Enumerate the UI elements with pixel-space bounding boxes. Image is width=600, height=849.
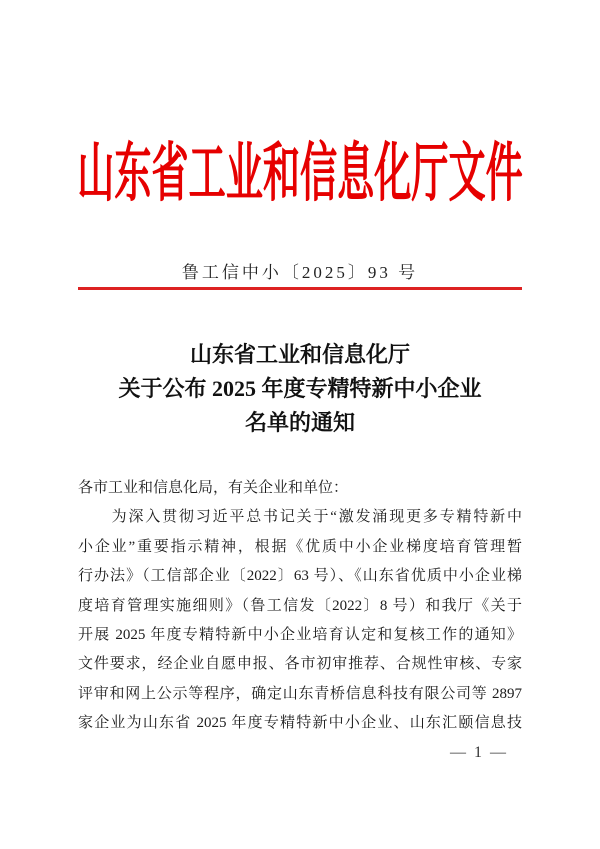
title-line-1: 山东省工业和信息化厅 xyxy=(189,342,410,367)
body-line-4: 度培育管理实施细则》（鲁工信发〔2022〕8 号）和我厅《关于 xyxy=(78,597,522,614)
body-line-2: 小企业”重要指示精神，根据《优质中小企业梯度培育管理暂 xyxy=(78,538,522,555)
body-line-1: 为深入贯彻习近平总书记关于“激发涌现更多专精特新中 xyxy=(78,509,522,526)
body-line-7: 评审和网上公示等程序，确定山东青桥信息科技有限公司等 2897 xyxy=(78,685,522,702)
document-reference-number: 鲁工信中小〔2025〕93 号 xyxy=(181,263,419,282)
body-line-8: 家企业为山东省 2025 年度专精特新中小企业、山东汇颐信息技 xyxy=(78,715,522,732)
body-line-3: 行办法》（工信部企业〔2022〕63 号）、《山东省优质中小企业梯 xyxy=(78,568,522,585)
body-line-6: 文件要求，经企业自愿申报、各市初审推荐、合规性审核、专家 xyxy=(78,656,522,673)
letterhead-title: 山东省工业和信息化厅文件 xyxy=(77,138,523,209)
salutation-line: 各市工业和信息化局，有关企业和单位： xyxy=(78,480,349,496)
letterhead xyxy=(0,130,600,218)
body-line-5: 开展 2025 年度专精特新中小企业培育认定和复核工作的通知》 xyxy=(78,627,522,644)
red-divider-rule xyxy=(78,287,522,290)
document-title xyxy=(78,338,522,440)
page-number: — 1 — xyxy=(450,744,508,761)
document-body xyxy=(78,474,522,739)
title-line-3: 名单的通知 xyxy=(244,410,355,435)
title-line-2: 关于公布 2025 年度专精特新中小企业 xyxy=(118,376,482,401)
